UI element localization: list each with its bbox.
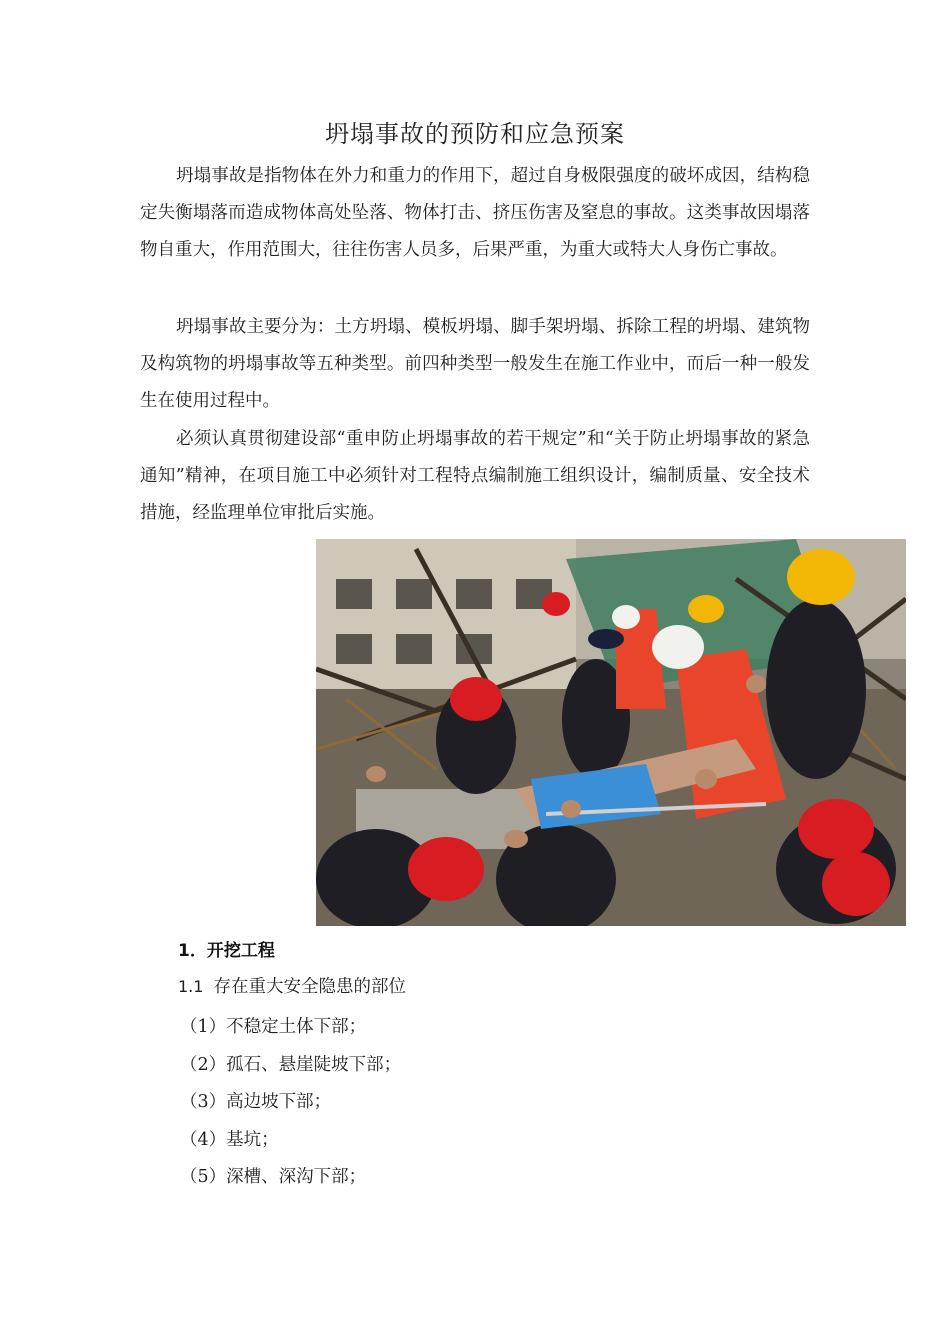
subsection-title: 存在重大安全隐患的部位	[213, 977, 406, 997]
list-item: （4）基坑；	[180, 1129, 279, 1150]
list-item: （1）不稳定土体下部；	[180, 1017, 367, 1037]
list-item: （2）孤石、悬崖陡坡下部；	[180, 1054, 402, 1075]
list-item: （5）深槽、深沟下部；	[180, 1167, 367, 1187]
paragraph-requirements: 必须认真贯彻建设部“重申防止坍塌事故的若干规定”和“关于防止坍塌事故的紧急通知”精神，在项目施工中必须针对工程特点编制施工组织设计，编制质量、安全技术措施，经监理单位审批后实施。	[140, 429, 810, 523]
subsection-number: 1.1	[178, 977, 204, 996]
subsection-heading	[178, 972, 406, 1002]
rescue-photo	[316, 539, 906, 926]
document-title: 坍塌事故的预防和应急预案	[325, 120, 625, 148]
paragraph-definition: 坍塌事故是指物体在外力和重力的作用下，超过自身极限强度的破坏成因，结构稳定失衡塌落而造成物体高处坠落、物体打击、挤压伤害及窒息的事故。这类事故因塌落物自重大，作用范围大，往往伤害人员多，后果严重，为重大或特大人身伤亡事故。	[140, 166, 810, 260]
rescue-scene-illustration	[316, 539, 906, 926]
section-heading: 1．开挖工程	[178, 941, 275, 961]
paragraph-types: 坍塌事故主要分为：土方坍塌、模板坍塌、脚手架坍塌、拆除工程的坍塌、建筑物及构筑物的坍塌事故等五种类型。前四种类型一般发生在施工作业中，而后一种一般发生在使用过程中。	[140, 317, 810, 411]
hazard-location-list	[180, 1009, 401, 1197]
list-item: （3）高边坡下部；	[180, 1092, 332, 1112]
